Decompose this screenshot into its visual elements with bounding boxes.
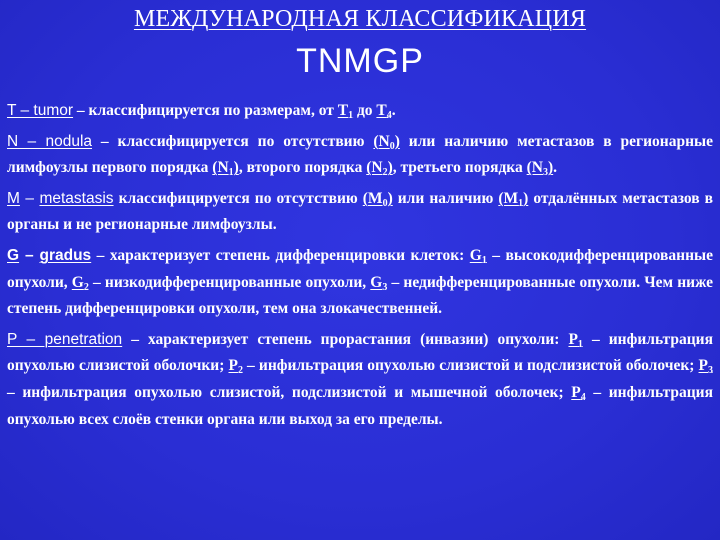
- stage-close: ): [387, 159, 393, 177]
- term-metastasis: metastasis: [39, 189, 114, 207]
- text: , второго порядка: [238, 159, 367, 177]
- paragraph-nodula: [7, 129, 713, 182]
- stage-letter: P: [228, 357, 238, 375]
- stage-ref: [72, 274, 89, 291]
- stage-close: ): [233, 159, 239, 177]
- text: – инфильтрация опухолью всех слоёв стенки органа или выход за его пределы.: [7, 383, 713, 428]
- stage-ref: [373, 133, 400, 150]
- text: отдалённых метастазов в органы и не регионарные лимфоузлы.: [7, 189, 714, 234]
- text: – недифференцированные опухоли. Чем ниже степень дифференцировки опухоли, тем она злокачественней.: [7, 273, 714, 318]
- text: – инфильтрация опухолью слизистой и подслизистой оболочек;: [242, 357, 699, 375]
- paragraph-tumor: [7, 98, 713, 125]
- stage-close: ): [387, 189, 393, 207]
- stage-letter: P: [698, 357, 708, 375]
- text: – низкодифференцированные опухоли,: [88, 273, 371, 291]
- stage-index: 4: [386, 110, 392, 121]
- text: классифицируется по отсутствию: [113, 189, 363, 207]
- stage-ref: [212, 159, 239, 179]
- stage-index: 3: [382, 281, 388, 293]
- stage-letter: P: [568, 330, 578, 348]
- stage-index: 1: [518, 197, 524, 209]
- stage-letter: (N: [212, 159, 229, 177]
- text: или наличию: [392, 189, 499, 207]
- stage-close: ): [547, 159, 554, 177]
- term-gradus: gradus: [39, 246, 92, 264]
- term-penetration: P – penetration: [7, 330, 123, 348]
- stage-ref: [470, 247, 487, 264]
- stage-ref: [370, 274, 387, 291]
- slide-body: [7, 98, 713, 437]
- text: – характеризует степень прорастания (инвазии) опухоли:: [122, 330, 569, 348]
- paragraph-penetration: [7, 327, 713, 433]
- slide-title: МЕЖДУНАРОДНАЯ КЛАССИФИКАЦИЯ: [133, 6, 587, 32]
- term-tumor: T – tumor: [7, 102, 74, 119]
- stage-letter: G: [71, 273, 84, 291]
- stage-ref: [571, 384, 585, 401]
- slide-subtitle: TNMGP: [296, 42, 424, 80]
- stage-index: 2: [382, 167, 388, 179]
- stage-ref: [526, 159, 554, 179]
- stage-letter: P: [571, 383, 581, 401]
- stage-letter: T: [376, 102, 387, 119]
- stage-ref: [228, 357, 243, 377]
- term-gradus-letter: G: [7, 246, 20, 264]
- term-nodula: N – nodula: [7, 132, 93, 150]
- stage-letter: (N: [526, 159, 543, 177]
- paragraph-metastasis: [7, 186, 713, 239]
- text: .: [553, 159, 558, 177]
- stage-index: 3: [542, 167, 548, 179]
- stage-index: 2: [83, 281, 89, 293]
- stage-index: 3: [708, 365, 713, 377]
- stage-ref: [366, 159, 393, 179]
- text: – классифицируется по отсутствию: [92, 132, 374, 150]
- stage-index: 4: [580, 391, 586, 403]
- stage-index: 1: [228, 167, 234, 179]
- text: , третьего порядка: [392, 159, 527, 177]
- stage-letter: (M: [498, 189, 519, 207]
- stage-ref: [568, 331, 582, 348]
- text: – инфильтрация опухолью слизистой оболочки;: [7, 330, 713, 375]
- term-metastasis-letter: M: [7, 189, 20, 207]
- stage-letter: (M: [362, 189, 383, 207]
- paragraph-gradus: [7, 243, 713, 323]
- stage-close: ): [523, 189, 529, 207]
- stage-letter: G: [469, 246, 482, 264]
- stage-index: 2: [237, 365, 243, 377]
- stage-ref: [698, 357, 713, 377]
- stage-letter: (N: [373, 132, 390, 150]
- text: или наличию метастазов в регионарные лимфоузлы первого порядка: [7, 132, 713, 177]
- text: .: [391, 102, 396, 119]
- stage-close: ): [394, 132, 400, 150]
- stage-letter: G: [370, 273, 383, 291]
- stage-index: 0: [382, 197, 388, 209]
- stage-ref: [376, 102, 391, 119]
- term-dash: –: [19, 246, 40, 264]
- text: – высокодифференцированные опухоли,: [7, 246, 713, 291]
- text: – классифицируется по размерам, от: [73, 102, 338, 119]
- text: до: [353, 102, 377, 119]
- stage-index: 1: [577, 338, 583, 350]
- stage-letter: (N: [366, 159, 383, 177]
- stage-index: 1: [348, 110, 354, 121]
- stage-ref: [498, 190, 528, 207]
- text: – характеризует степень дифференцировки клеток:: [91, 246, 470, 264]
- stage-letter: T: [337, 102, 349, 119]
- text: – инфильтрация опухолью слизистой, подслизистой и мышечной оболочек;: [7, 383, 572, 401]
- stage-index: 0: [389, 140, 395, 152]
- stage-ref: [363, 190, 393, 207]
- stage-index: 1: [481, 254, 487, 266]
- term-dash: –: [19, 189, 40, 207]
- stage-ref: [338, 102, 353, 119]
